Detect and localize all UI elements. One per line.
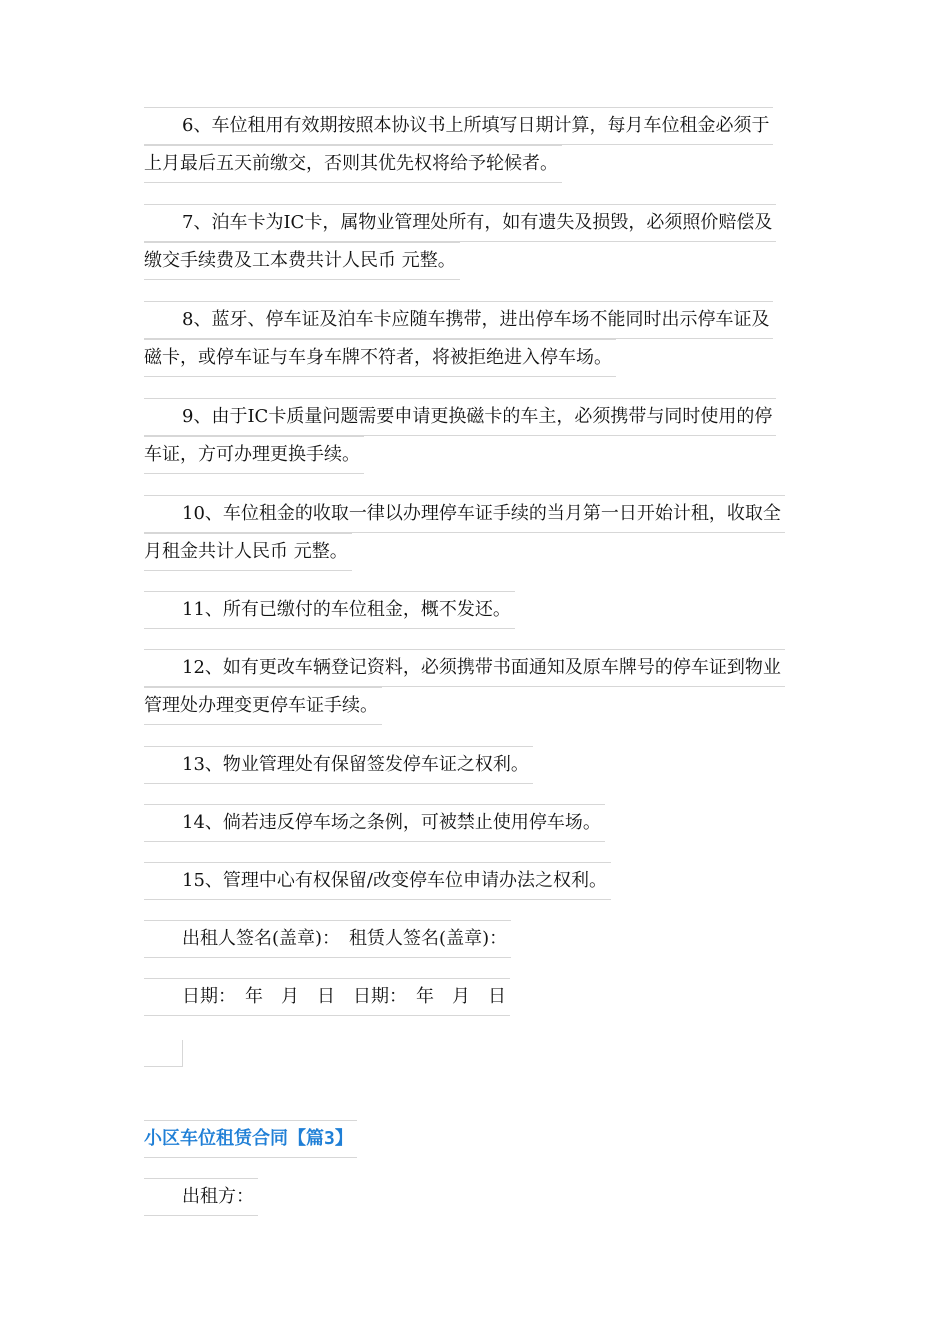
clause-8	[144, 301, 773, 377]
clause-text-line: 7、泊车卡为IC卡，属物业管理处所有，如有遗失及损毁，必须照价赔偿及	[144, 204, 776, 242]
clause-9	[144, 398, 776, 474]
section-heading-block	[144, 1120, 357, 1158]
clause-15	[144, 862, 611, 900]
date-line: 日期： 年 月 日 日期： 年 月 日	[144, 978, 510, 1016]
clause-text-line: 8、蓝牙、停车证及泊车卡应随车携带，进出停车场不能同时出示停车证及	[144, 301, 773, 339]
clause-12	[144, 649, 785, 725]
clause-13	[144, 746, 533, 784]
clause-text-line: 15、管理中心有权保留/改变停车位申请办法之权利。	[144, 862, 611, 900]
lessor-label: 出租方：	[144, 1178, 258, 1216]
clause-text-line: 月租金共计人民币 元整。	[144, 533, 352, 571]
lessor-block	[144, 1178, 258, 1216]
clause-text-line: 磁卡，或停车证与车身车牌不符者，将被拒绝进入停车场。	[144, 339, 616, 377]
clause-text-line: 车证，方可办理更换手续。	[144, 436, 364, 474]
clause-text-line: 11、所有已缴付的车位租金，概不发还。	[144, 591, 515, 629]
clause-text-line: 管理处办理变更停车证手续。	[144, 687, 382, 725]
clause-6	[144, 107, 773, 183]
clause-text-line: 13、物业管理处有保留签发停车证之权利。	[144, 746, 533, 784]
section-heading: 小区车位租赁合同【篇3】	[144, 1120, 357, 1158]
clause-text-line: 上月最后五天前缴交，否则其优先权将给予轮候者。	[144, 145, 562, 183]
clause-text-line: 14、倘若违反停车场之条例，可被禁止使用停车场。	[144, 804, 605, 842]
empty-paragraph	[144, 1040, 183, 1067]
clause-7	[144, 204, 776, 280]
clause-text-line: 6、车位租用有效期按照本协议书上所填写日期计算，每月车位租金必须于	[144, 107, 773, 145]
clause-text-line: 缴交手续费及工本费共计人民币 元整。	[144, 242, 460, 280]
clause-text-line: 10、车位租金的收取一律以办理停车证手续的当月第一日开始计租，收取全	[144, 495, 785, 533]
clause-text-line: 9、由于IC卡质量问题需要申请更换磁卡的车主，必须携带与同时使用的停	[144, 398, 776, 436]
date-block	[144, 978, 510, 1016]
clause-11	[144, 591, 515, 629]
signature-block	[144, 920, 511, 958]
clause-14	[144, 804, 605, 842]
clause-text-line: 12、如有更改车辆登记资料，必须携带书面通知及原车牌号的停车证到物业	[144, 649, 785, 687]
clause-10	[144, 495, 785, 571]
signature-line: 出租人签名(盖章)： 租赁人签名(盖章)：	[144, 920, 511, 958]
